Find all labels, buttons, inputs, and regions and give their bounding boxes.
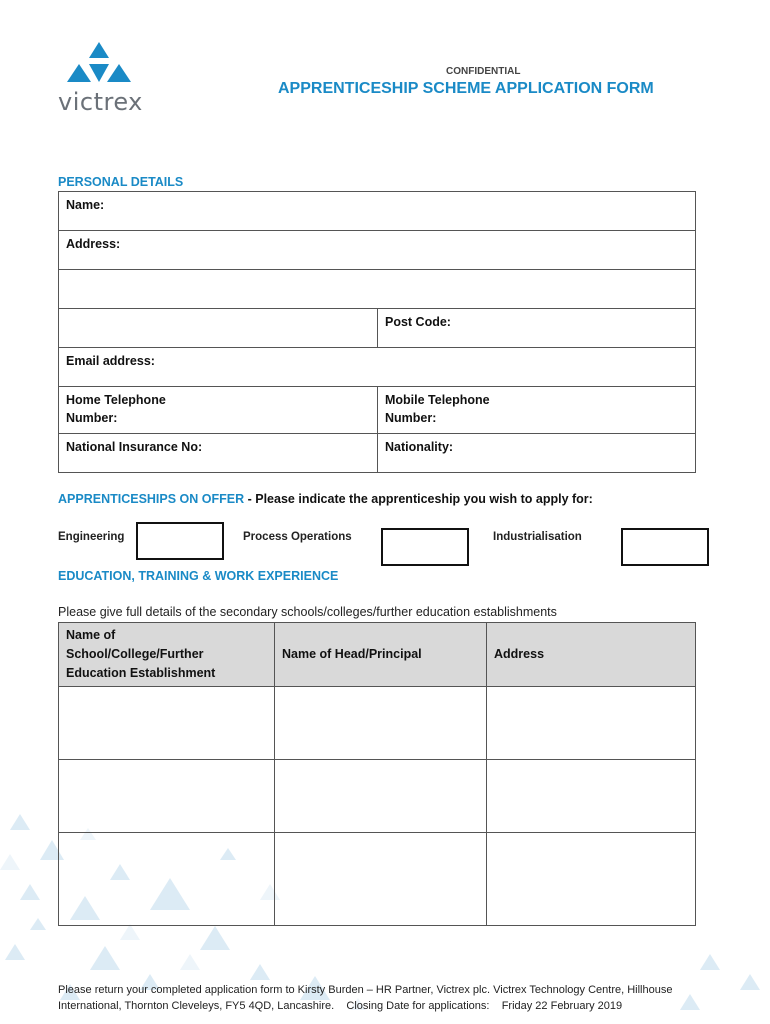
- apprenticeships-heading: APPRENTICESHIPS ON OFFER: [58, 492, 245, 506]
- email-field[interactable]: [59, 348, 696, 387]
- option-process-operations-label: Process Operations: [243, 531, 352, 543]
- confidential-label: CONFIDENTIAL: [446, 66, 521, 77]
- table-cell[interactable]: [275, 833, 487, 926]
- post-code-label: Post Code:: [385, 315, 451, 329]
- nationality-label: Nationality:: [385, 440, 454, 454]
- option-industrialisation-checkbox[interactable]: [621, 528, 709, 566]
- table-cell[interactable]: [59, 687, 275, 760]
- name-field[interactable]: [59, 192, 696, 231]
- footer-line-1: Please return your completed application form to Kirsty Burden – HR Partner, Victrex plc. Victrex Technology Centre, Hillhouse: [58, 984, 673, 996]
- column-header-head-principal: [275, 623, 487, 687]
- education-table-header: [59, 623, 696, 687]
- column-header-establishment: [59, 623, 275, 687]
- address-field[interactable]: [59, 231, 696, 270]
- table-cell[interactable]: [487, 760, 696, 833]
- address-line-3-field[interactable]: [59, 309, 378, 348]
- column-header-head-principal-text: Name of Head/Principal: [282, 647, 422, 661]
- table-row: [59, 760, 696, 833]
- table-cell[interactable]: [59, 833, 275, 926]
- column-header-establishment-line1: Name of: [66, 628, 116, 642]
- apprenticeships-instruction: - Please indicate the apprenticeship you wish to apply for:: [244, 492, 593, 506]
- nationality-field[interactable]: [378, 434, 696, 473]
- option-engineering-checkbox[interactable]: [136, 522, 224, 560]
- national-insurance-field[interactable]: [59, 434, 378, 473]
- table-cell[interactable]: [275, 760, 487, 833]
- table-cell[interactable]: [59, 760, 275, 833]
- education-intro: Please give full details of the secondary schools/colleges/further education establishments: [58, 605, 557, 619]
- home-telephone-label-line2: Number:: [66, 411, 118, 425]
- apprenticeships-heading-line: [58, 492, 593, 506]
- column-header-establishment-line2: School/College/Further: [66, 647, 204, 661]
- home-telephone-label-line1: Home Telephone: [66, 393, 166, 407]
- education-heading: EDUCATION, TRAINING & WORK EXPERIENCE: [58, 569, 339, 583]
- footer-note: [58, 982, 738, 1014]
- personal-details-table: [58, 191, 696, 473]
- logo-wordmark: victrex: [58, 88, 143, 116]
- form-title: APPRENTICESHIP SCHEME APPLICATION FORM: [278, 80, 654, 97]
- table-cell[interactable]: [487, 833, 696, 926]
- address-label: Address:: [66, 237, 121, 251]
- national-insurance-label: National Insurance No:: [66, 440, 203, 454]
- personal-details-heading: PERSONAL DETAILS: [58, 175, 184, 189]
- mobile-telephone-field[interactable]: [378, 387, 696, 434]
- home-telephone-field[interactable]: [59, 387, 378, 434]
- mobile-telephone-label-line1: Mobile Telephone: [385, 393, 490, 407]
- table-cell[interactable]: [275, 687, 487, 760]
- mobile-telephone-label-line2: Number:: [385, 411, 437, 425]
- email-label: Email address:: [66, 354, 155, 368]
- education-table: [58, 622, 696, 926]
- table-row: [59, 687, 696, 760]
- post-code-field[interactable]: [378, 309, 696, 348]
- column-header-address: [487, 623, 696, 687]
- option-engineering-label: Engineering: [58, 531, 125, 543]
- table-cell[interactable]: [487, 687, 696, 760]
- address-line-2-field[interactable]: [59, 270, 696, 309]
- option-process-operations-checkbox[interactable]: [381, 528, 469, 566]
- name-label: Name:: [66, 198, 105, 212]
- table-row: [59, 833, 696, 926]
- column-header-establishment-line3: Education Establishment: [66, 666, 216, 680]
- option-industrialisation-label: Industrialisation: [493, 531, 582, 543]
- footer-line-2: International, Thornton Cleveleys, FY5 4QD, Lancashire. Closing Date for applications: Friday 22 February 2019: [58, 1000, 623, 1012]
- column-header-address-text: Address: [494, 647, 545, 661]
